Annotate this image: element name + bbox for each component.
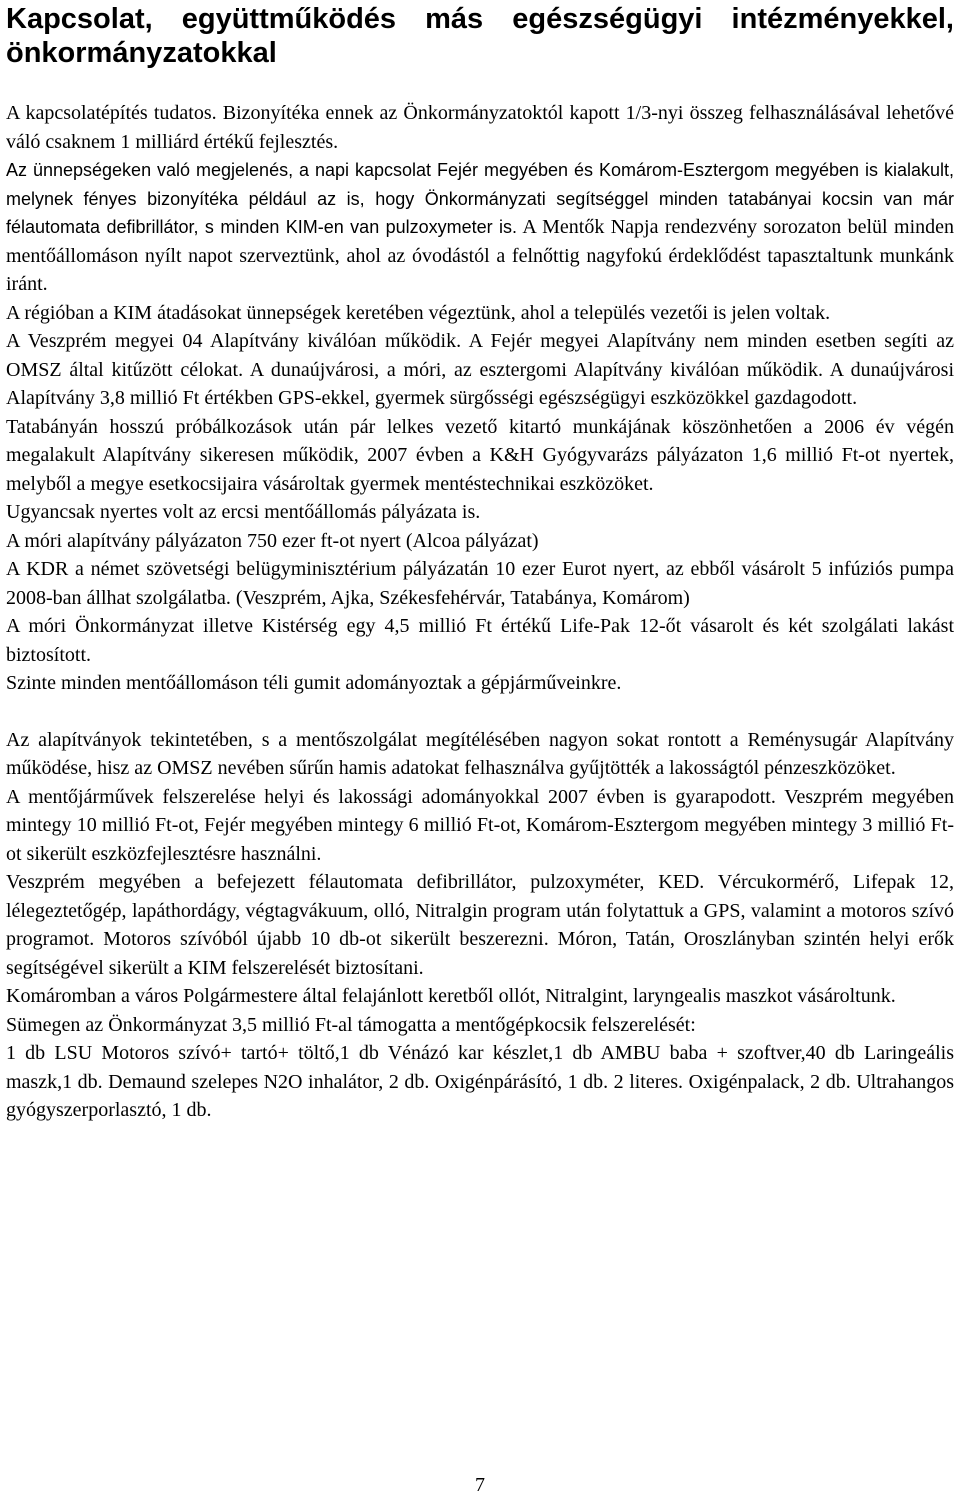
section-gap — [6, 698, 954, 726]
paragraph-kdr: A KDR a német szövetségi belügyminisztérium pályázatán 10 ezer Eurot nyert, az ebből vásárolt 5 infúziós pumpa 2008-ban állhat szolgálatba. (Veszprém, Ajka, Székesfehérvár, Tatabánya, Komárom) — [6, 558, 954, 609]
paragraph-komarom: Komáromban a város Polgármestere által felajánlott keretből ollót, Nitralgint, laryngealis maszkot vásároltunk. — [6, 985, 896, 1007]
paragraph-equipment-list: 1 db LSU Motoros szívó+ tartó+ töltő,1 db Vénázó kar készlet,1 db AMBU baba + szoftver,40 db Laringeális maszk,1 db. Demaund szelepes N2O inhalátor, 2 db. Oxigénpárásító, 1 db. 2 literes. Oxigénpalack, 2 db. Ultrahangos gyógyszerporlasztó, 1 db. — [6, 1042, 954, 1121]
paragraph-events-serif: A Mentők Napja rendezvény sorozaton belül minden mentőállomáson nyílt napot szerveztünk, ahol az óvodástól a felnőttig nagyfokú érdeklődést tapasztaltunk munkánk iránt. — [6, 216, 955, 295]
paragraph-mor-municipality: A móri Önkormányzat illetve Kistérség egy 4,5 millió Ft értékű Life-Pak 12-őt vásarolt és két szolgálati lakást biztosított. — [6, 615, 954, 666]
page-number: 7 — [475, 1474, 485, 1496]
paragraph-donations: A mentőjárművek felszerelése helyi és lakossági adományokkal 2007 évben is gyarapodott. Veszprém megyében mintegy 10 millió Ft-ot, Fejér megyében mintegy 6 millió Ft-ot, Komárom-Esztergom megyében mintegy 3 millió Ft-ot sikerült eszközfejlesztésre használni. — [6, 785, 954, 865]
paragraph-mor-foundation: A móri alapítvány pályázaton 750 ezer ft-ot nyert (Alcoa pályázat) — [6, 529, 539, 552]
paragraph-veszprem-equipment: Veszprém megyében a befejezett félautomata defibrillátor, pulzoxyméter, KED. Vércukormérő, Lifepak 12, lélegeztetőgép, lapáthordágy, végtagvákuum, olló, Nitralgin program után folytattuk a GPS, valamint a motoros szívó programot. Motoros szívóból újabb 10 db-ot sikerült beszerezni. Móron, Tatán, Oroszlányban szintén helyi erők segítségével sikerült a KIM felszerelését biztosítani. — [6, 871, 954, 979]
paragraph-sumeg: Sümegen az Önkormányzat 3,5 millió Ft-al támogatta a mentőgépkocsik felszerelését: — [6, 1013, 696, 1036]
paragraph-foundations: A Veszprém megyei 04 Alapítvány kiválóan működik. A Fejér megyei Alapítvány nem minden esetben segíti az OMSZ által kitűzött célokat. A dunaújvárosi, a móri, az esztergomi Alapítvány kiválóan működik. A dunaújvárosi Alapítvány 3,8 millió Ft értékben GPS-ekkel, gyermek sürgősségi egészségügyi eszközökkel gazdagodott. — [6, 330, 954, 409]
paragraph-events-sans: Az ünnepségeken való megjelenés, a napi kapcsolat Fejér megyében és Komárom-Esztergom megyében is kialakult, melynek fényes bizonyítéka például az is, hogy Önkormányzati segítséggel minden tatabányai kocsin van már félautomata defibrillátor, s minden KIM-en van pulzoxymeter is. — [6, 160, 954, 237]
paragraph-winter-tyres: Szinte minden mentőállomáson téli gumit adományoztak a gépjárműveinkre. — [6, 672, 622, 694]
paragraph-intro: A kapcsolatépítés tudatos. Bizonyítéka ennek az Önkormányzatoktól kapott 1/3-nyi összeg felhasználásával lehetővé váló csaknem 1 milliárd értékű fejlesztés. — [6, 102, 954, 153]
page-title: Kapcsolat, együttműködés más egészségügyi intézményekkel, önkormányzatokkal — [6, 3, 954, 69]
paragraph-kim-handover: A régióban a KIM átadásokat ünnepségek keretében végeztünk, ahol a település vezetői is jelen voltak. — [6, 301, 831, 324]
paragraph-tatabanya: Tatabányán hosszú próbálkozások után pár lelkes vezető kitartó munkájának köszönhetően a 2006 év végén megalakult Alapítvány sikeresen működik, 2007 évben a K&H Gyógyvarázs pályázaton 1,6 millió Ft-ot nyertek, melyből a megye esetkocsijaira vásároltak gyermek mentéstechnikai eszközöket. — [6, 415, 954, 495]
paragraph-events — [6, 156, 954, 299]
paragraph-remenysugar: Az alapítványok tekintetében, s a mentőszolgálat megítélésében nagyon sokat rontott a Reménysugár Alapítvány működése, hisz az OMSZ nevében sűrűn hamis adatokat felhasználva gyűjtötték a lakosságtól pénzeszközöket. — [6, 728, 954, 779]
paragraph-ercsi: Ugyancsak nyertes volt az ercsi mentőállomás pályázata is. — [6, 501, 481, 523]
